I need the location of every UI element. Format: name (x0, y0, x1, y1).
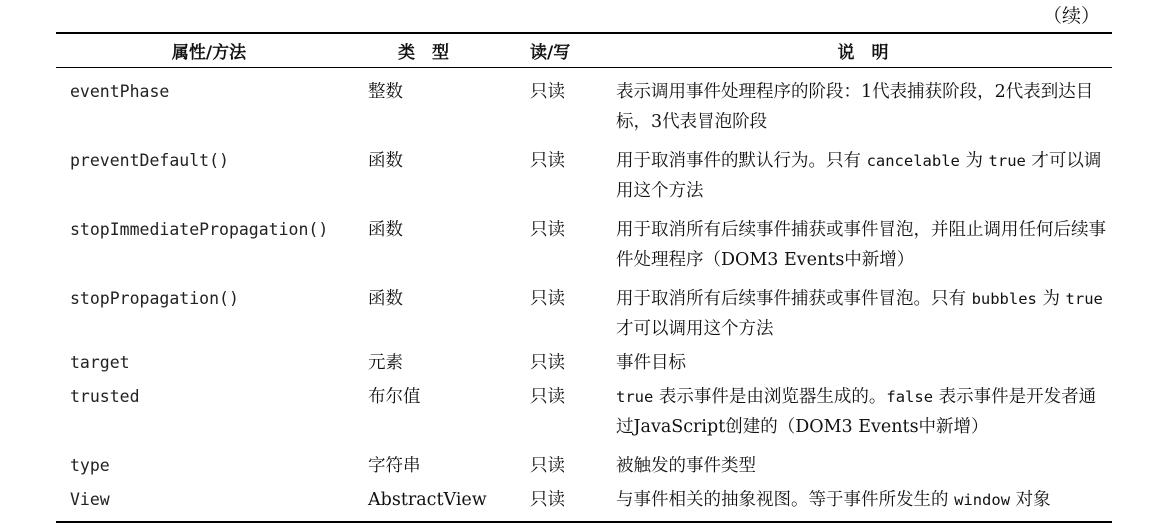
cell-type: AbstractView (362, 481, 512, 522)
table-row (56, 442, 1112, 481)
cell-rw: 只读 (530, 387, 565, 407)
code-term: false (886, 388, 934, 406)
cell-rw: 只读 (530, 353, 565, 373)
cell-prop: stopPropagation() (70, 289, 239, 308)
cell-rw: 只读 (512, 481, 614, 522)
table-row (56, 275, 1112, 344)
cell-type: 元素 (368, 353, 403, 373)
header-type: 类 型 (362, 33, 512, 68)
code-term: bubbles (971, 290, 1037, 308)
cell-desc (614, 442, 1112, 481)
event-properties-table (56, 32, 1112, 523)
cell-type: 布尔值 (368, 387, 421, 407)
cell-desc (614, 344, 1112, 378)
desc-text: 与事件相关的抽象视图。等于事件所发生的 (616, 490, 955, 510)
header-rw: 读/写 (512, 33, 614, 68)
cell-rw: 只读 (530, 289, 565, 309)
desc-text: 表示调用事件处理程序的阶段：1代表捕获阶段，2代表到达目标，3代表冒泡阶段 (616, 82, 1094, 132)
desc-text: 用于取消所有后续事件捕获或事件冒泡，并阻止调用任何后续事件处理程序（DOM3 Events中新增） (616, 220, 1106, 270)
desc-text: 对象 (1010, 490, 1051, 510)
table-row (56, 137, 1112, 206)
cell-prop: type (70, 456, 110, 475)
desc-text: 用于取消事件的默认行为。只有 (616, 151, 867, 171)
cell-desc (614, 275, 1112, 344)
code-term: window (954, 491, 1011, 509)
table-row (56, 481, 1112, 522)
continued-label: （续） (1042, 5, 1100, 27)
desc-text: 被触发的事件类型 (616, 456, 756, 476)
desc-text: 为 (1036, 289, 1066, 309)
desc-text: 用于取消所有后续事件捕获或事件冒泡。只有 (616, 289, 972, 309)
cell-type: 函数 (368, 289, 403, 309)
cell-prop: trusted (70, 387, 140, 406)
cell-desc (614, 206, 1112, 275)
cell-prop: eventPhase (70, 82, 170, 101)
desc-text: 才可以调用这个方法 (616, 151, 1102, 201)
cell-prop: stopImmediatePropagation() (70, 220, 329, 239)
cell-prop: preventDefault() (70, 151, 229, 170)
table-row (56, 206, 1112, 275)
cell-rw: 只读 (530, 220, 565, 240)
cell-desc (614, 481, 1112, 522)
desc-text: 表示事件是开发者通过JavaScript创建的（DOM3 Events中新增） (616, 387, 1097, 437)
cell-desc (614, 378, 1112, 442)
desc-text: 才可以调用这个方法 (616, 319, 774, 339)
cell-type: 字符串 (368, 456, 421, 476)
cell-type: 函数 (368, 220, 403, 240)
code-term: true (1065, 290, 1103, 308)
cell-rw: 只读 (530, 151, 565, 171)
desc-text: 事件目标 (616, 353, 686, 373)
code-term: true (988, 152, 1026, 170)
cell-type: 整数 (368, 82, 403, 102)
table-row (56, 68, 1112, 138)
cell-prop: target (70, 353, 130, 372)
cell-type: 函数 (368, 151, 403, 171)
table-row (56, 378, 1112, 442)
cell-rw: 只读 (530, 82, 565, 102)
table-row (56, 344, 1112, 378)
header-prop: 属性/方法 (56, 33, 362, 68)
cell-desc (614, 137, 1112, 206)
cell-desc (614, 68, 1112, 138)
desc-text: 为 (959, 151, 989, 171)
desc-text: 表示事件是由浏览器生成的。 (653, 387, 887, 407)
table-header-row (56, 33, 1112, 68)
code-term: true (616, 388, 654, 406)
header-desc: 说 明 (614, 33, 1112, 68)
cell-prop: View (56, 481, 362, 522)
cell-rw: 只读 (530, 456, 565, 476)
code-term: cancelable (866, 152, 960, 170)
